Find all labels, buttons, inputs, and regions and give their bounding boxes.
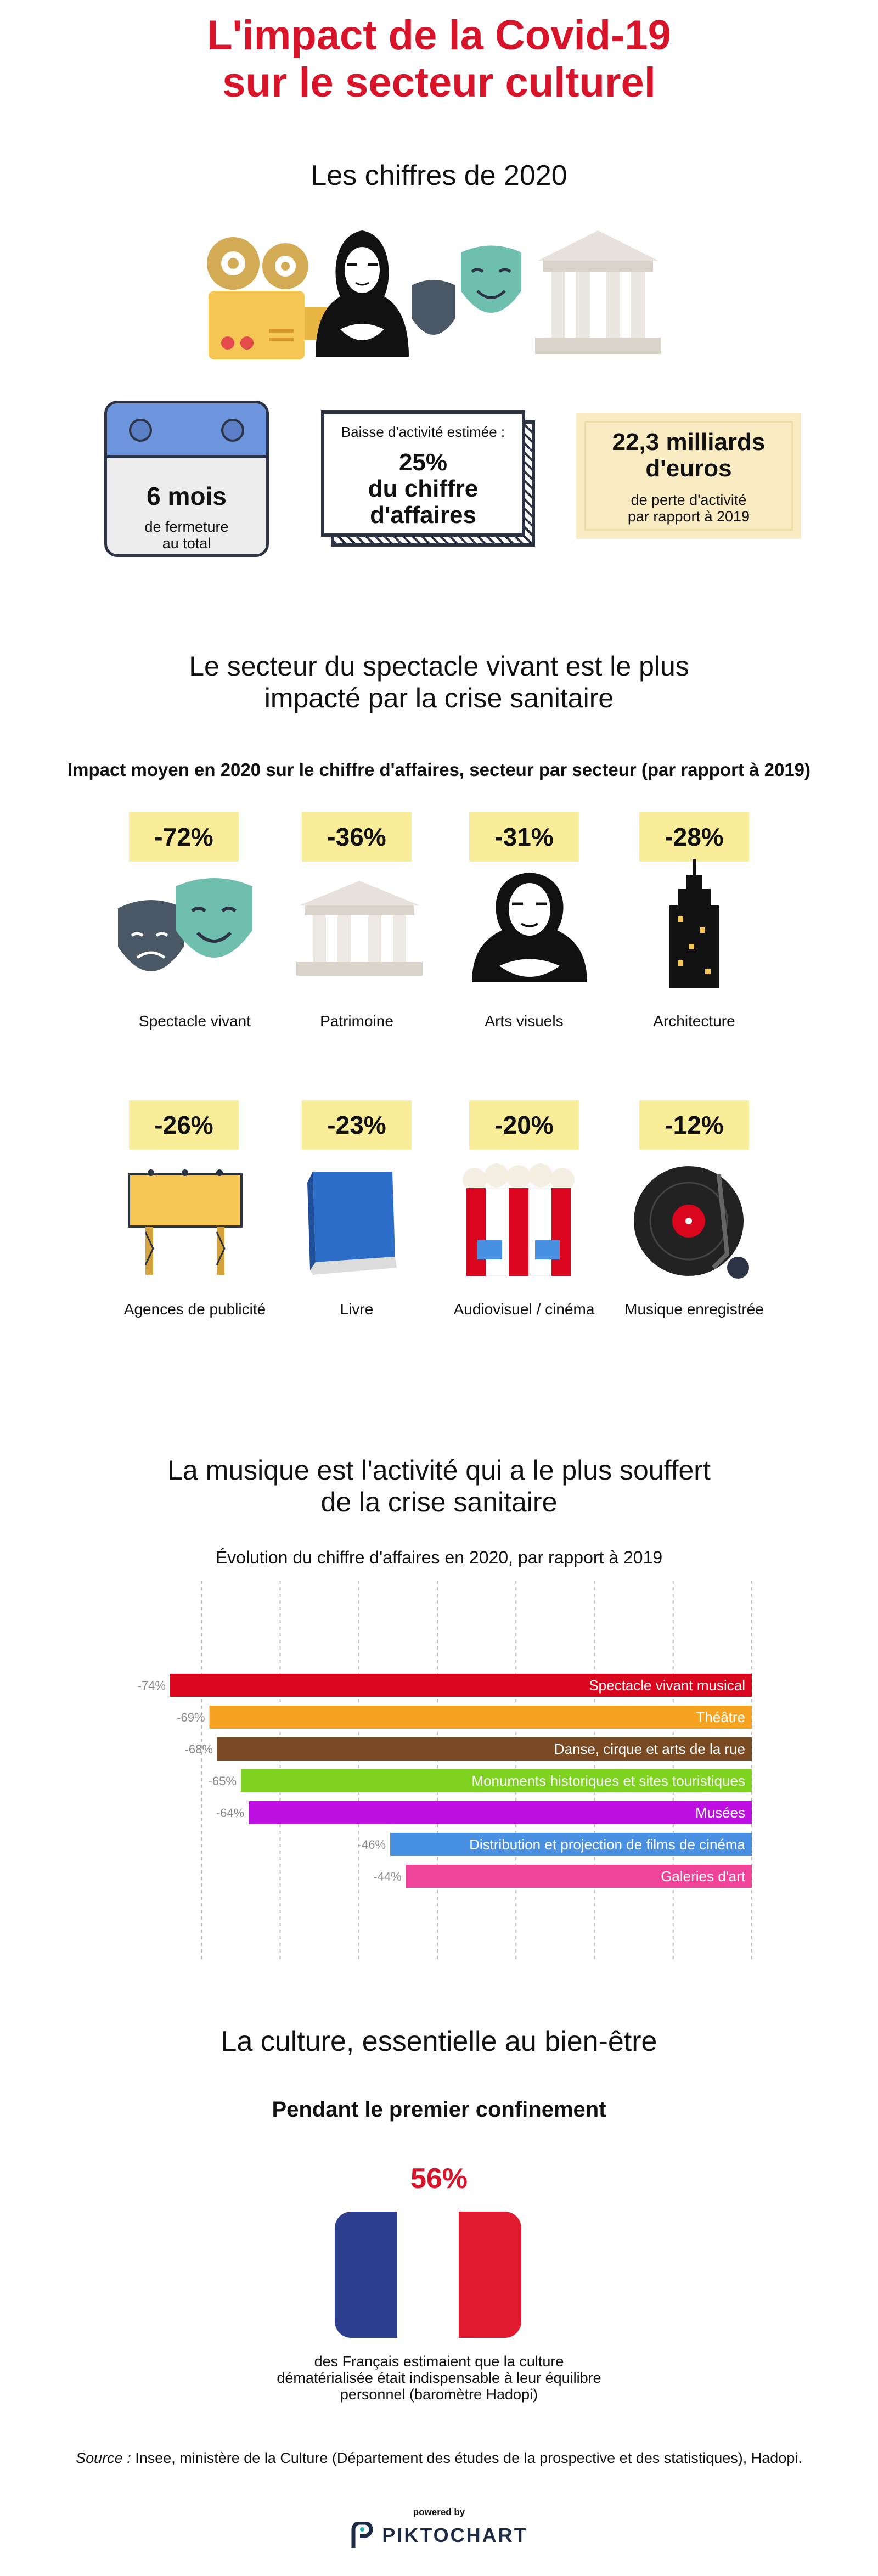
section-heading-wellbeing: La culture, essentielle au bien-être [221, 2026, 657, 2057]
sector-pct-advertising: -26% [129, 1100, 239, 1150]
bar-category-label: Musées [695, 1804, 745, 1821]
closure-stat-card [104, 401, 269, 557]
skyscraper-icon [667, 859, 722, 988]
activity-drop-line-2: du chiffre [368, 475, 479, 502]
bar-value-label: -64% [216, 1806, 245, 1820]
culture-illustration [203, 220, 675, 368]
bar-category-label: Théâtre [696, 1709, 745, 1725]
french-flag-icon [335, 2212, 521, 2338]
loss-value-2: d'euros [645, 455, 732, 482]
bar-value-label: -46% [357, 1838, 386, 1852]
section-live-line-1: Le secteur du spectacle vivant est le plus [189, 651, 689, 682]
bar-category-label: Monuments historiques et sites touristiques [471, 1773, 745, 1789]
bar-4 [249, 1801, 752, 1824]
bar-value-label: -65% [208, 1774, 237, 1788]
loss-label-2: par rapport à 2019 [627, 508, 750, 525]
bar-value-label: -68% [184, 1742, 213, 1756]
billboard-icon [126, 1166, 244, 1276]
bar-category-label: Galeries d'art [661, 1868, 745, 1885]
sector-pct-music: -12% [639, 1100, 749, 1150]
theater-masks-icon [412, 246, 521, 335]
source-text: Insee, ministère de la Culture (Département des études de la prospective et des statistiques), Hadopi. [131, 2450, 802, 2466]
sector-label-architecture: Architecture [653, 1013, 735, 1030]
powered-by-label: powered by [413, 2507, 465, 2517]
revenue-bar-chart [71, 1581, 774, 1965]
bar-value-label: -44% [373, 1870, 402, 1883]
activity-drop-value: 25% [398, 449, 448, 476]
book-icon [299, 1166, 403, 1276]
sector-pct-architecture: -28% [639, 812, 749, 862]
activity-drop-card [321, 410, 535, 547]
loss-stat-card [576, 413, 801, 539]
theater-masks-icon [115, 875, 258, 985]
bar-category-label: Danse, cirque et arts de la rue [554, 1741, 745, 1757]
bar-value-label: -74% [137, 1679, 166, 1692]
section-music-line-2: de la crise sanitaire [320, 1487, 558, 1517]
mona-lisa-icon [469, 870, 590, 985]
film-projector-icon [207, 237, 329, 359]
bar-category-label: Spectacle vivant musical [589, 1677, 745, 1694]
bar-1 [210, 1706, 752, 1729]
sector-subtitle: Impact moyen en 2020 sur le chiffre d'affaires, secteur par secteur (par rapport à 2019) [67, 760, 811, 780]
sector-label-live: Spectacle vivant [139, 1013, 251, 1030]
sector-pct-books: -23% [302, 1100, 412, 1150]
sector-pct-heritage: -36% [302, 812, 412, 862]
sector-label-heritage: Patrimoine [320, 1013, 393, 1030]
sector-pct-cinema: -20% [469, 1100, 579, 1150]
title-line-2: sur le secteur culturel [222, 59, 656, 106]
wellbeing-text-line-1: des Français estimaient que la culture [314, 2353, 564, 2370]
chart-title: Évolution du chiffre d'affaires en 2020, par rapport à 2019 [215, 1548, 663, 1567]
piktochart-logo[interactable] [329, 2519, 549, 2552]
wellbeing-text-line-2: dématérialisée était indispensable à leur équilibre [277, 2370, 601, 2386]
activity-drop-label: Baisse d'activité estimée : [341, 424, 505, 440]
sector-label-cinema: Audiovisuel / cinéma [453, 1301, 595, 1318]
wellbeing-percentage: 56% [410, 2163, 468, 2195]
source-label: Source : [76, 2450, 131, 2466]
loss-label-1: de perte d'activité [631, 492, 747, 508]
sector-label-advertising: Agences de publicité [123, 1301, 266, 1318]
museum-building-icon [294, 878, 425, 977]
bar-category-label: Distribution et projection de films de cinéma [469, 1836, 745, 1853]
section-heading-live [0, 650, 878, 714]
chart-bars [138, 1674, 752, 1888]
section-heading-2020: Les chiffres de 2020 [311, 160, 567, 192]
popcorn-icon [458, 1163, 579, 1279]
piktochart-logo-icon [350, 2522, 374, 2549]
sector-label-music: Musique enregistrée [624, 1301, 764, 1318]
closure-label-2: au total [162, 535, 211, 552]
closure-value: 6 mois [147, 482, 227, 510]
sector-pct-visual-arts: -31% [469, 812, 579, 862]
section-music-line-1: La musique est l'activité qui a le plus souffert [167, 1455, 711, 1486]
source-note [0, 2450, 878, 2467]
piktochart-wordmark: PIKTOCHART [382, 2524, 528, 2546]
section-heading-music [0, 1454, 878, 1518]
confinement-heading: Pendant le premier confinement [272, 2097, 606, 2122]
calendar-icon [107, 403, 266, 458]
closure-label-1: de fermeture [144, 519, 229, 535]
wellbeing-text-line-3: personnel (baromètre Hadopi) [340, 2386, 538, 2403]
activity-drop-line-3: d'affaires [370, 502, 476, 528]
sector-label-visual-arts: Arts visuels [485, 1013, 564, 1030]
bar-value-label: -69% [177, 1711, 205, 1724]
sector-label-books: Livre [340, 1301, 374, 1318]
vinyl-record-icon [631, 1163, 755, 1281]
wellbeing-description [0, 2353, 878, 2403]
title-line-1: L'impact de la Covid-19 [207, 12, 671, 59]
section-live-line-2: impacté par la crise sanitaire [264, 683, 614, 713]
mona-lisa-icon [316, 230, 409, 357]
page-title [0, 12, 878, 106]
loss-value-1: 22,3 milliards [612, 429, 766, 455]
museum-building-icon [535, 230, 661, 354]
sector-pct-live: -72% [129, 812, 239, 862]
